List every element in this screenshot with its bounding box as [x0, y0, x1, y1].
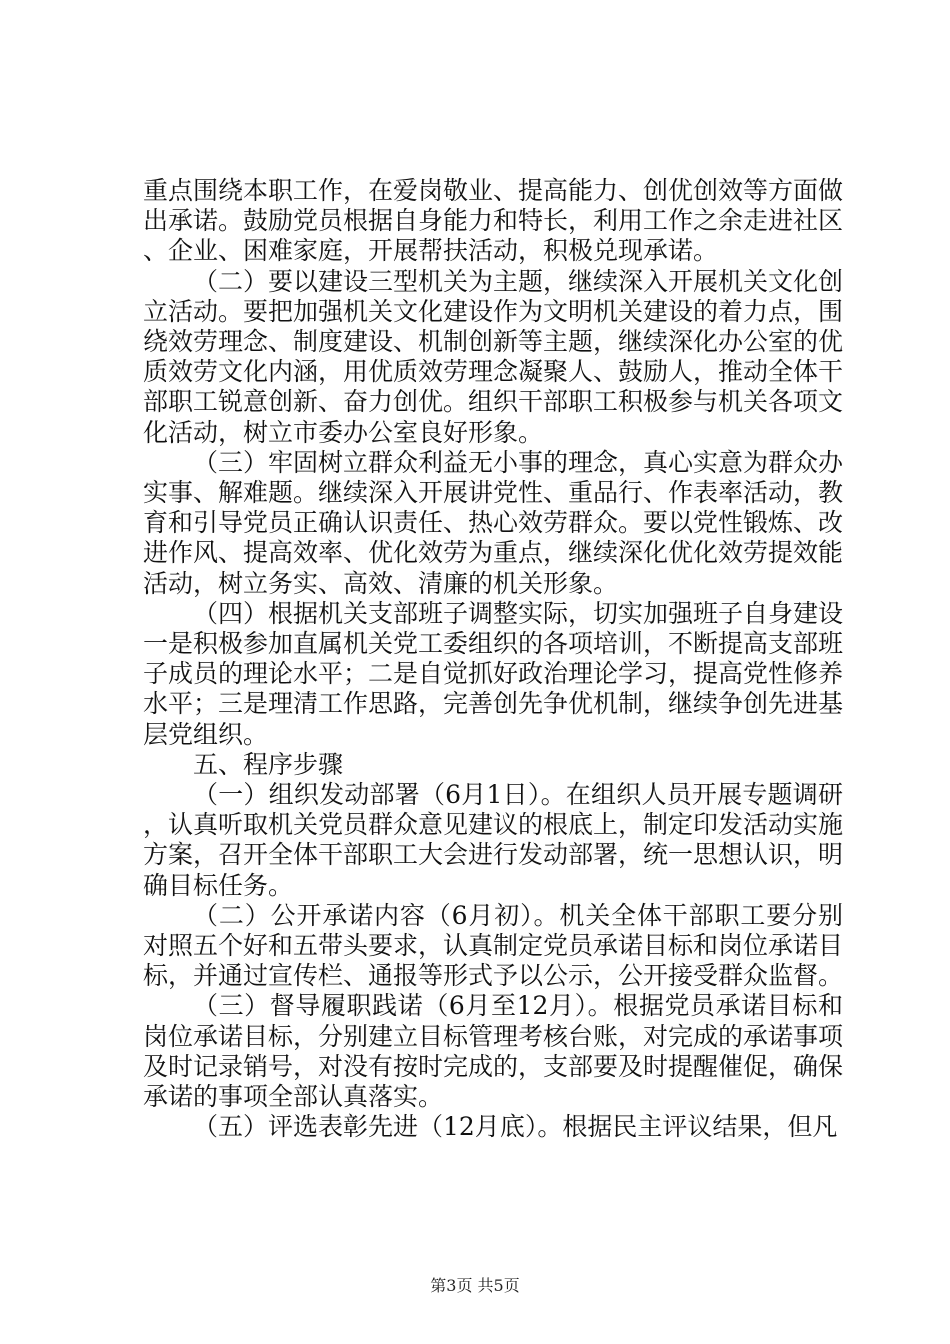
- paragraph-step-1: （一）组织发动部署（6月1日）。在组织人员开展专题调研，认真听取机关党员群众意见建议的根底上，制定印发活动实施方案，召开全体干部职工大会进行发动部署，统一思想认识，明确目标任务。: [143, 780, 844, 900]
- paragraph-step-3: （三）督导履职践诺（6月至12月）。根据党员承诺目标和岗位承诺目标，分别建立目标管理考核台账，对完成的承诺事项及时记录销号，对没有按时完成的，支部要及时提醒催促，确保承诺的事项全部认真落实。: [143, 991, 844, 1112]
- paragraph-item-2-culture: （二）要以建设三型机关为主题，继续深入开展机关文化创立活动。要把加强机关文化建设作为文明机关建设的着力点，围绕效劳理念、制度建设、机制创新等主题，继续深化办公室的优质效劳文化内涵，用优质效劳理念凝聚人、鼓励人，推动全体干部职工锐意创新、奋力创优。组织干部职工积极参与机关各项文化活动，树立市委办公室良好形象。: [143, 266, 844, 447]
- paragraph-step-5: （五）评选表彰先进（12月底）。根据民主评议结果，但凡: [193, 1112, 838, 1142]
- page-footer: 第3页 共5页: [430, 1276, 520, 1295]
- paragraph-item-4-team: （四）根据机关支部班子调整实际，切实加强班子自身建设一是积极参加直属机关党工委组织的各项培训，不断提高支部班子成员的理论水平；二是自觉抓好政治理论学习，提高党性修养水平；三是理清工作思路，完善创先争优机制，继续争创先进基层党组织。: [143, 598, 844, 749]
- document-body: [143, 176, 843, 1143]
- paragraph-item-3-masses: （三）牢固树立群众利益无小事的理念，真心实意为群众办实事、解难题。继续深入开展讲党性、重品行、作表率活动，教育和引导党员正确认识责任、热心效劳群众。要以党性锻炼、改进作风、提高效率、优化效劳为重点，继续深化优化效劳提效能活动，树立务实、高效、清廉的机关形象。: [143, 447, 844, 598]
- section-heading-procedure: 五、程序步骤: [193, 749, 344, 779]
- paragraph-commitment-focus: 重点围绕本职工作，在爱岗敬业、提高能力、创优创效等方面做出承诺。鼓励党员根据自身能力和特长，利用工作之余走进社区、企业、困难家庭，开展帮扶活动，积极兑现承诺。: [143, 176, 844, 266]
- paragraph-step-2: （二）公开承诺内容（6月初）。机关全体干部职工要分别对照五个好和五带头要求，认真制定党员承诺目标和岗位承诺目标，并通过宣传栏、通报等形式予以公示，公开接受群众监督。: [143, 900, 844, 991]
